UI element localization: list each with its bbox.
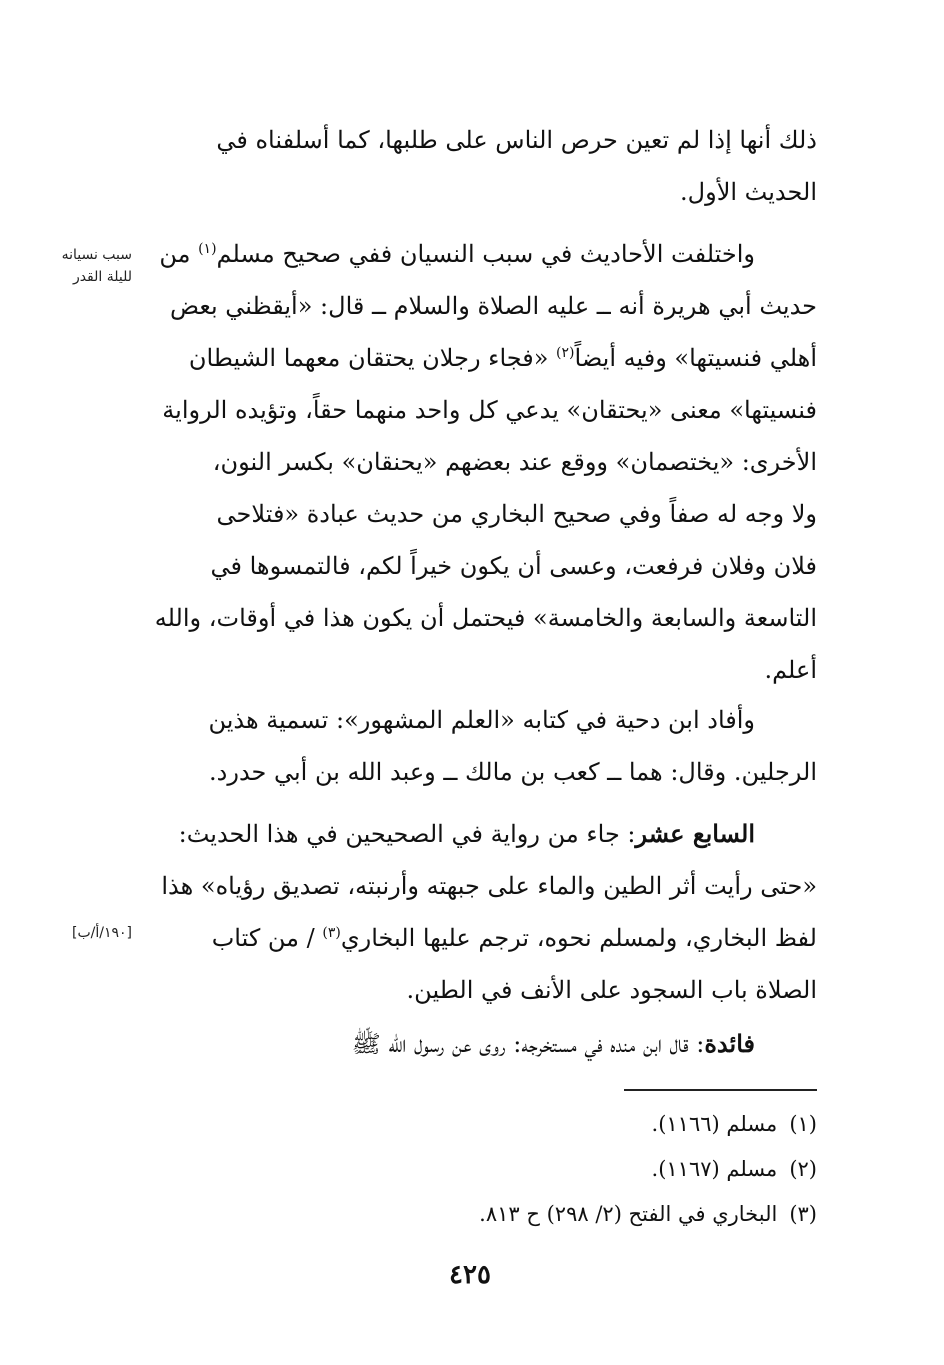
text-fragment: : قال ابن منده في مستخرجه: روى عن رسول الله ﷺ <box>351 1030 705 1058</box>
margin-note-line: لليلة القدر <box>72 269 132 285</box>
text-line: الصلاة باب السجود على الأنف في الطين. <box>406 976 817 1004</box>
footnote-text: مسلم (١١٦٦). <box>651 1112 778 1136</box>
footnote-item <box>300 1192 817 1237</box>
section-heading: فائدة <box>704 1029 755 1058</box>
footnote-separator <box>624 1089 817 1091</box>
text-line: وأفاد ابن دحية في كتابه «العلم المشهور»: تسمية هذين <box>208 706 755 734</box>
text-fragment: / من كتاب <box>211 924 323 952</box>
margin-note-topic <box>14 244 132 288</box>
paragraph-5 <box>145 1018 817 1070</box>
margin-note-manuscript-ref <box>14 922 132 944</box>
text-line: الأخرى: «يختصمان» ووقع عند بعضهم «يحنقان» بكسر النون، <box>212 448 817 476</box>
text-fragment: : جاء من رواية في الصحيحين في هذا الحديث: <box>178 820 636 848</box>
footnote-ref-2: (٢) <box>556 345 575 361</box>
footnote-ref-3: (٣) <box>322 925 341 941</box>
margin-note-line: [١٩٠/أ/ب] <box>72 925 132 941</box>
text-fragment: لفظ البخاري، ولمسلم نحوه، ترجم عليها البخاري <box>340 924 817 952</box>
text-line: فلان وفلان فرفعت، وعسى أن يكون خيراً لكم، فالتمسوها في <box>210 552 817 580</box>
text-line <box>145 912 817 964</box>
text-line <box>145 808 817 860</box>
text-line: حديث أبي هريرة أنه ــ عليه الصلاة والسلام ــ قال: «أيقظني بعض <box>170 292 817 320</box>
paragraph-4 <box>145 808 817 1016</box>
paragraph-1 <box>145 114 817 218</box>
text-fragment: واختلفت الأحاديث في سبب النسيان ففي صحيح مسلم <box>216 240 755 268</box>
margin-note-line: سبب نسيانه <box>61 247 132 263</box>
footnote-number: (١) <box>789 1112 817 1136</box>
paragraph-3 <box>145 694 817 798</box>
text-line: «حتى رأيت أثر الطين والماء على جبهته وأرنبته، تصديق رؤياه» هذا <box>161 872 817 900</box>
footnote-item <box>300 1102 817 1147</box>
text-line: ولا وجه له صفاً وفي صحيح البخاري من حديث عبادة «فتلاحى <box>216 500 817 528</box>
text-line: ذلك أنها إذا لم تعين حرص الناس على طلبها، كما أسلفناه في <box>216 126 817 154</box>
text-line <box>145 1018 817 1070</box>
text-line: أعلم. <box>764 656 817 684</box>
footnote-text: مسلم (١١٦٧). <box>651 1157 778 1181</box>
text-line: فنسيتها» معنى «يحتقان» يدعي كل واحد منهما حقاً، وتؤيده الرواية <box>162 396 817 424</box>
footnote-number: (٣) <box>789 1202 817 1226</box>
text-line: الحديث الأول. <box>680 178 817 206</box>
footnote-number: (٢) <box>789 1157 817 1181</box>
text-line: الرجلين. وقال: هما ــ كعب بن مالك ــ وعبد الله بن أبي حدرد. <box>209 758 817 786</box>
section-heading: السابع عشر <box>635 819 755 848</box>
paragraph-2 <box>145 228 817 696</box>
footnotes <box>300 1102 817 1237</box>
text-line <box>145 228 817 280</box>
footnote-text: البخاري في الفتح (٢/ ٢٩٨) ح ٨١٣. <box>479 1202 778 1226</box>
text-fragment: «فجاء رجلان يحتقان معهما الشيطان <box>188 344 557 372</box>
page-number: ٤٢٥ <box>449 1260 491 1290</box>
footnote-item <box>300 1147 817 1192</box>
text-line <box>145 332 817 384</box>
text-fragment: من <box>159 240 199 268</box>
text-line: التاسعة والسابعة والخامسة» فيحتمل أن يكون هذا في أوقات، والله <box>154 604 817 632</box>
footnote-ref-1: (١) <box>198 241 217 257</box>
text-fragment: أهلي فنسيتها» وفيه أيضاً <box>574 344 817 372</box>
